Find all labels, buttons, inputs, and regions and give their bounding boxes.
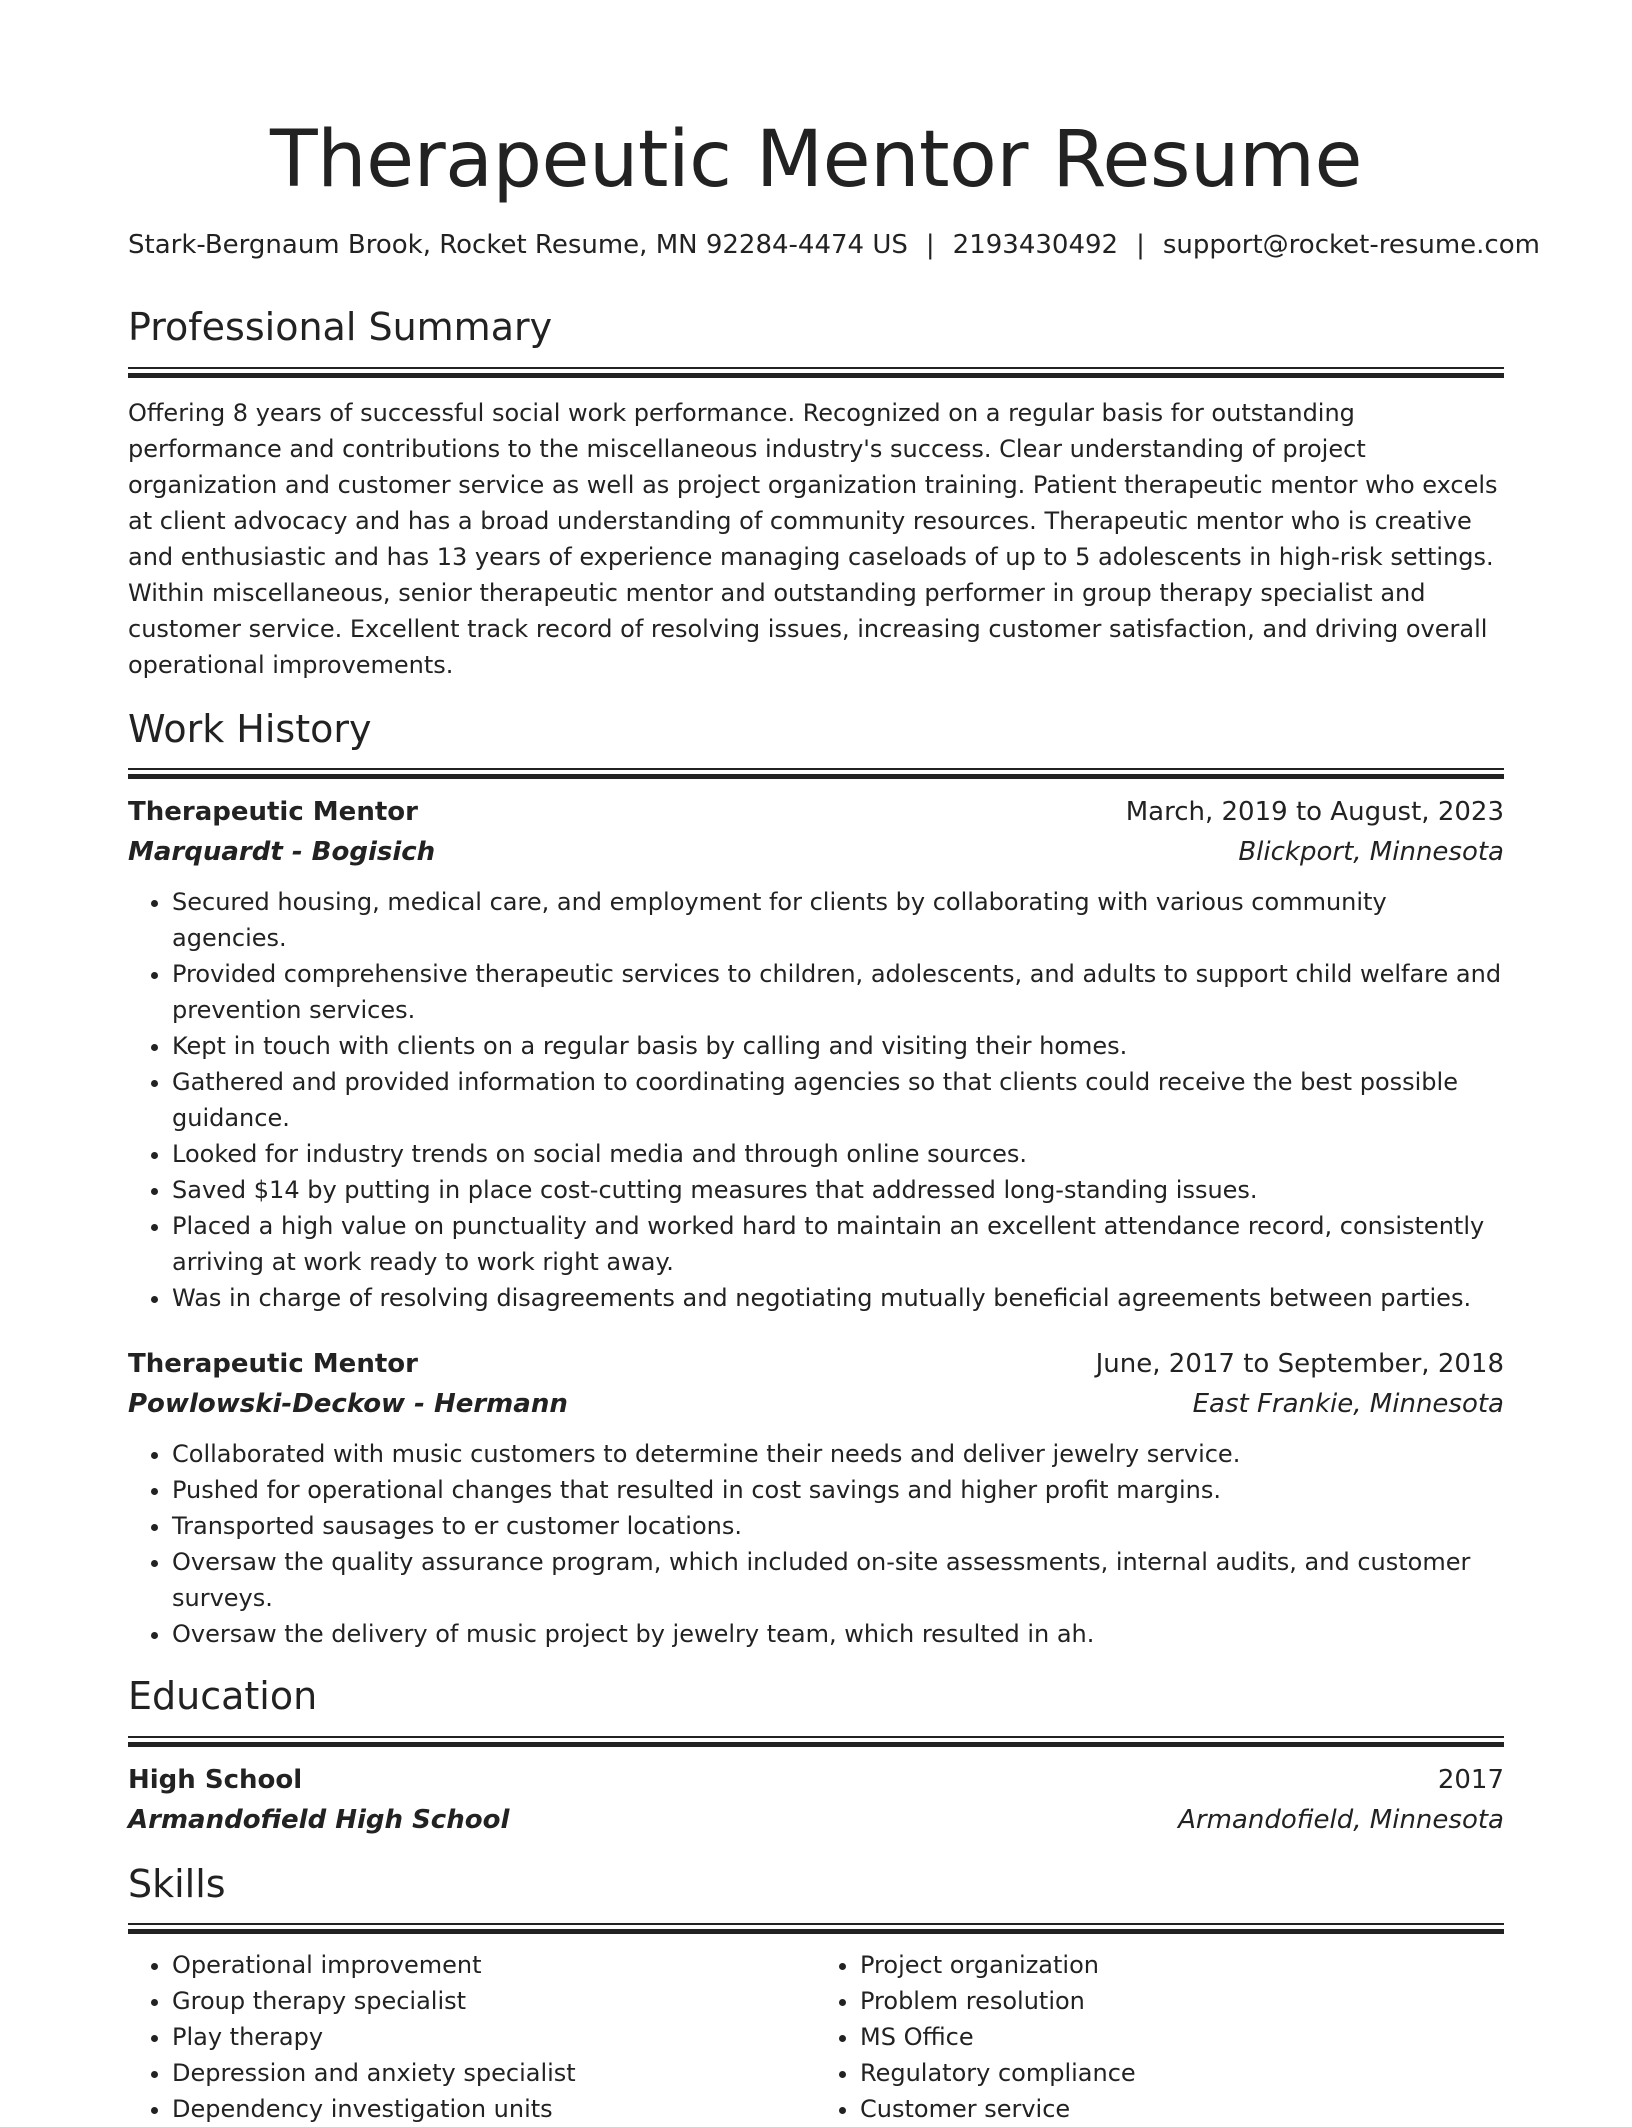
summary-heading: Professional Summary	[128, 304, 553, 349]
work-heading: Work History	[128, 706, 372, 751]
list-item: • Looked for industry trends on social media and through online sources.	[172, 1136, 1504, 1172]
job-subheader	[128, 832, 1504, 872]
job-bullets	[128, 884, 1504, 1316]
skills-heading: Skills	[128, 1861, 226, 1906]
skill-item: • Dependency investigation units	[172, 2091, 816, 2127]
section-divider	[128, 1736, 1504, 1746]
skill-item: • Project organization	[860, 1947, 1504, 1983]
skill-item: • Customer service	[860, 2091, 1504, 2127]
page-title: Therapeutic Mentor Resume	[270, 115, 1362, 205]
job-title: Therapeutic Mentor	[128, 1349, 418, 1380]
job-title: Therapeutic Mentor	[128, 797, 418, 828]
list-item: • Transported sausages to er customer locations.	[172, 1508, 1504, 1544]
list-item: • Pushed for operational changes that resulted in cost savings and higher profit margins.	[172, 1472, 1504, 1508]
skills-section	[128, 1862, 1504, 2127]
list-item: • Oversaw the delivery of music project by jewelry team, which resulted in ah.	[172, 1616, 1504, 1652]
skill-item: • Play therapy	[172, 2019, 816, 2055]
section-divider	[128, 768, 1504, 778]
list-item: • Placed a high value on punctuality and worked hard to maintain an excellent attendance record, consistently arriving at work ready to work right away.	[172, 1208, 1504, 1280]
job-header	[128, 792, 1504, 832]
list-item: • Kept in touch with clients on a regular basis by calling and visiting their homes.	[172, 1028, 1504, 1064]
job-company: Powlowski-Deckow - Hermann	[128, 1389, 568, 1420]
skill-item: • Depression and anxiety specialist	[172, 2055, 816, 2091]
job-entry	[128, 1344, 1504, 1652]
education-heading: Education	[128, 1674, 318, 1719]
education-section	[128, 1674, 1504, 1840]
job-location: East Frankie, Minnesota	[1192, 1389, 1504, 1420]
education-year: 2017	[1437, 1764, 1504, 1795]
contact-address: Stark-Bergnaum Brook, Rocket Resume, MN 92284-4474 US	[128, 229, 908, 260]
job-bullets	[128, 1436, 1504, 1652]
education-school: Armandofield High School	[128, 1804, 510, 1835]
contact-email: support@rocket-resume.com	[1162, 229, 1540, 260]
skill-item: • Operational improvement	[172, 1947, 816, 1983]
list-item: • Collaborated with music customers to determine their needs and deliver jewelry service.	[172, 1436, 1504, 1472]
skills-columns	[128, 1947, 1504, 2127]
work-section	[128, 707, 1504, 1653]
skills-left-column	[128, 1947, 816, 2127]
skill-item: • MS Office	[860, 2019, 1504, 2055]
list-item: • Secured housing, medical care, and employment for clients by collaborating with various community agencies.	[172, 884, 1504, 956]
list-item: • Saved $14 by putting in place cost-cutting measures that addressed long-standing issues.	[172, 1172, 1504, 1208]
job-subheader	[128, 1384, 1504, 1424]
summary-text: Offering 8 years of successful social work performance. Recognized on a regular basis for outstanding performance and contributions to the miscellaneous industry's success. Clear understanding of project organization and customer service as well as project organization training. Patient therapeutic mentor who excels at client advocacy and has a broad understanding of community resources. Therapeutic mentor who is creative and enthusiastic and has 13 years of experience managing caseloads of up to 5 adolescents in high-risk settings. Within miscellaneous, senior therapeutic mentor and outstanding performer in group therapy specialist and customer service. Excellent track record of resolving issues, increasing customer satisfaction, and driving overall operational improvements.	[128, 398, 1498, 679]
education-degree: High School	[128, 1764, 303, 1795]
job-dates: June, 2017 to September, 2018	[1095, 1349, 1504, 1380]
list-item: • Gathered and provided information to coordinating agencies so that clients could receive the best possible guidance.	[172, 1064, 1504, 1136]
list-item: • Was in charge of resolving disagreements and negotiating mutually beneficial agreements between parties.	[172, 1280, 1504, 1316]
skill-item: • Regulatory compliance	[860, 2055, 1504, 2091]
job-dates: March, 2019 to August, 2023	[1125, 797, 1504, 828]
list-item: • Provided comprehensive therapeutic services to children, adolescents, and adults to support child welfare and prevention services.	[172, 956, 1504, 1028]
section-divider	[128, 1923, 1504, 1933]
skill-item: • Group therapy specialist	[172, 1983, 816, 2019]
list-item: • Oversaw the quality assurance program, which included on-site assessments, internal audits, and customer surveys.	[172, 1544, 1504, 1616]
contact-phone: 2193430492	[952, 229, 1119, 260]
education-subheader	[128, 1800, 1504, 1840]
contact-line	[128, 229, 1540, 261]
job-company: Marquardt - Bogisich	[128, 837, 436, 868]
contact-separator: |	[1136, 229, 1145, 260]
education-header	[128, 1760, 1504, 1800]
section-divider	[128, 367, 1504, 377]
skills-right-column	[816, 1947, 1504, 2127]
summary-section	[128, 305, 1504, 683]
job-location: Blickport, Minnesota	[1238, 837, 1504, 868]
skill-item: • Problem resolution	[860, 1983, 1504, 2019]
contact-separator: |	[925, 229, 935, 260]
education-location: Armandofield, Minnesota	[1178, 1804, 1504, 1835]
job-entry	[128, 792, 1504, 1316]
job-header	[128, 1344, 1504, 1384]
